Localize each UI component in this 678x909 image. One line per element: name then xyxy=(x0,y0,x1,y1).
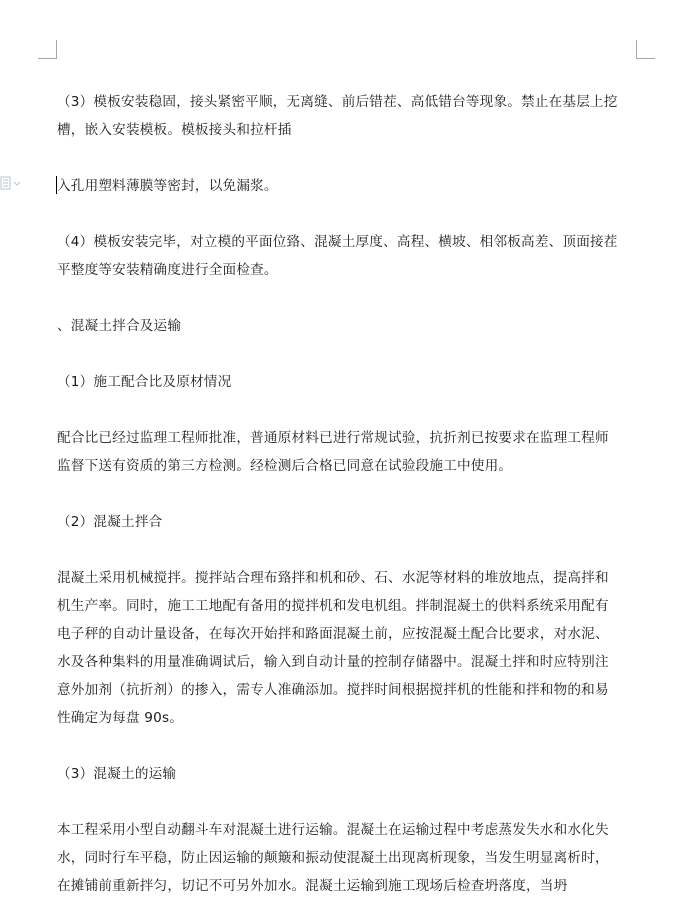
text-line: 意外加剂（抗折剂）的掺入，需专人准确添加。搅拌时间根据搅拌机的性能和拌和物的和易 xyxy=(57,682,609,698)
paragraph-6 xyxy=(57,816,637,900)
text-line: 混凝土采用机械搅拌。搅拌站合理布臵拌和机和砂、石、水泥等材料的堆放地点，提高拌和 xyxy=(57,570,609,586)
text-line: （3）混凝土的运输 xyxy=(57,766,177,782)
crop-mark-top-left xyxy=(38,40,57,59)
paragraph-layout-icon[interactable] xyxy=(0,176,24,190)
subheading-3 xyxy=(57,760,637,788)
text-line: 、混凝土拌合及运输 xyxy=(57,318,182,334)
text-line: 配合比已经过监理工程师批准，普通原材料已进行常规试验，抗折剂已按要求在监理工程师 xyxy=(57,430,609,446)
text-line: 入孔用塑料薄膜等密封，以免漏浆。 xyxy=(57,178,278,194)
text-line: 机生产率。同时，施工工地配有备用的搅拌机和发电机组。拌制混凝土的供料系统采用配有 xyxy=(57,598,609,614)
subheading-1 xyxy=(57,368,637,396)
text-line: 水，同时行车平稳，防止因运输的颠簸和振动使混凝土出现离析现象，当发生明显离析时， xyxy=(57,850,609,866)
crop-mark-top-right xyxy=(636,40,655,59)
paragraph-4 xyxy=(57,424,637,480)
document-body[interactable] xyxy=(57,88,637,900)
text-line: 平整度等安装精确度进行全面检查。 xyxy=(57,262,278,278)
paragraph-3 xyxy=(57,228,637,284)
text-line: 监督下送有资质的第三方检测。经检测后合格已同意在试验段施工中使用。 xyxy=(57,458,513,474)
text-line: 本工程采用小型自动翻斗车对混凝土进行运输。混凝土在运输过程中考虑蒸发失水和水化失 xyxy=(57,822,609,838)
paragraph-2 xyxy=(57,172,637,200)
paragraph-5 xyxy=(57,564,637,732)
subheading-2 xyxy=(57,508,637,536)
text-line: （3）模板安装稳固，接头紧密平顺，无离缝、前后错茬、高低错台等现象。禁止在基层上挖 xyxy=(57,94,618,110)
text-line: 在摊铺前重新拌匀，切记不可另外加水。混凝土运输到施工现场后检查坍落度，当坍 xyxy=(57,878,568,894)
text-line: （1）施工配合比及原材情况 xyxy=(57,374,232,390)
section-heading xyxy=(57,312,637,340)
text-line: 槽，嵌入安装模板。模板接头和拉杆插 xyxy=(57,122,292,138)
text-line: 性确定为每盘 90s。 xyxy=(57,710,184,726)
text-line: （4）模板安装完毕，对立模的平面位臵、混凝土厚度、高程、横坡、相邻板高差、顶面接茬 xyxy=(57,234,618,250)
text-line: 电子秤的自动计量设备，在每次开始拌和路面混凝土前，应按混凝土配合比要求，对水泥、 xyxy=(57,626,609,642)
text-line: （2）混凝土拌合 xyxy=(57,514,163,530)
paragraph-1 xyxy=(57,88,637,144)
text-line: 水及各种集料的用量准确调试后，输入到自动计量的控制存储器中。混凝土拌和时应特别注 xyxy=(57,654,609,670)
